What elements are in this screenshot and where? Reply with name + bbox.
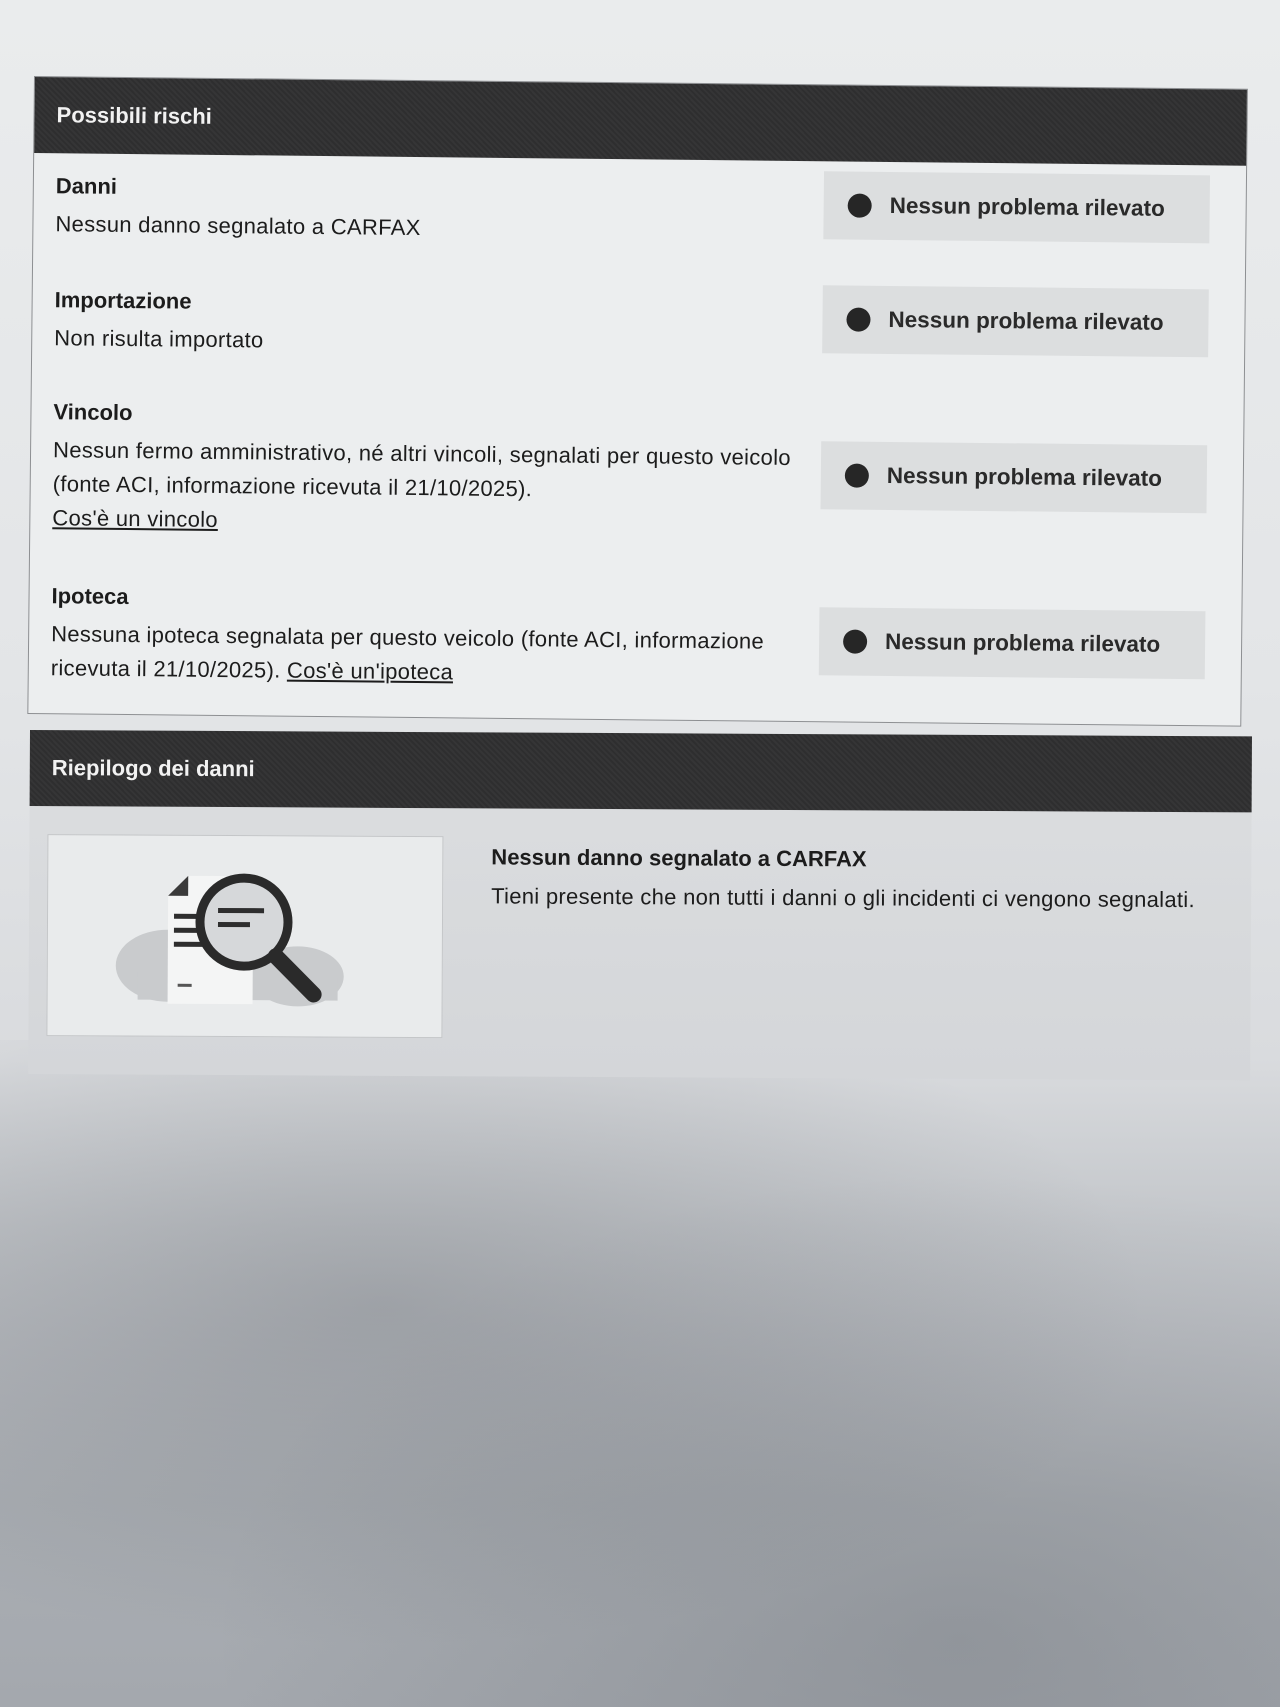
status-label: Nessun problema rilevato: [886, 462, 1163, 491]
document-magnifier-icon: [46, 834, 443, 1038]
risk-title: Vincolo: [53, 399, 133, 426]
possible-risks-section: [27, 76, 1248, 727]
summary-title: Nessun danno segnalato a CARFAX: [491, 844, 867, 872]
status-badge: [821, 441, 1208, 513]
section-title: Possibili rischi: [56, 102, 212, 129]
damage-summary-section: [28, 730, 1252, 1080]
ipoteca-info-link[interactable]: Cos'è un'ipoteca: [286, 657, 454, 685]
status-badge: [819, 607, 1206, 679]
risk-title: Importazione: [54, 287, 192, 314]
summary-description: Tieni presente che non tutti i danni o gli incidenti ci vengono segnalati.: [491, 883, 1196, 913]
photo-shadow: [0, 1040, 1280, 1707]
status-label: Nessun problema rilevato: [888, 306, 1164, 335]
risk-row-danni: [55, 173, 1226, 253]
vincolo-info-link[interactable]: Cos'è un vincolo: [52, 505, 219, 532]
status-badge: [822, 285, 1209, 357]
risk-description: Nessun fermo amministrativo, né altri vincoli, segnalati per questo veicolo (fonte ACI, informazione ricevuta il 21/10/2025). Cos'è un vincolo: [52, 437, 792, 532]
status-badge: [823, 171, 1210, 243]
status-dot-icon: [846, 308, 870, 332]
status-dot-icon: [843, 630, 867, 654]
status-dot-icon: [845, 464, 869, 488]
risk-row-vincolo: [52, 399, 1223, 547]
risk-row-importazione: [54, 287, 1225, 367]
risk-title: Danni: [55, 173, 118, 199]
risk-description: Nessun danno segnalato a CARFAX: [55, 211, 421, 241]
risk-description: Non risulta importato: [54, 325, 264, 353]
risk-description: Nessuna ipoteca segnalata per questo veicolo (fonte ACI, informazione ricevuta il 21/10/2025). Cos'è un'ipoteca: [50, 621, 765, 685]
damage-summary-text: [491, 844, 1211, 916]
risk-row-ipoteca: [51, 583, 1222, 697]
risk-title: Ipoteca: [51, 583, 129, 610]
status-dot-icon: [848, 194, 872, 218]
section-title: Riepilogo dei danni: [51, 755, 255, 782]
status-label: Nessun problema rilevato: [889, 192, 1165, 221]
possible-risks-header: [34, 77, 1247, 166]
status-label: Nessun problema rilevato: [884, 628, 1161, 657]
damage-summary-header: [30, 730, 1252, 812]
